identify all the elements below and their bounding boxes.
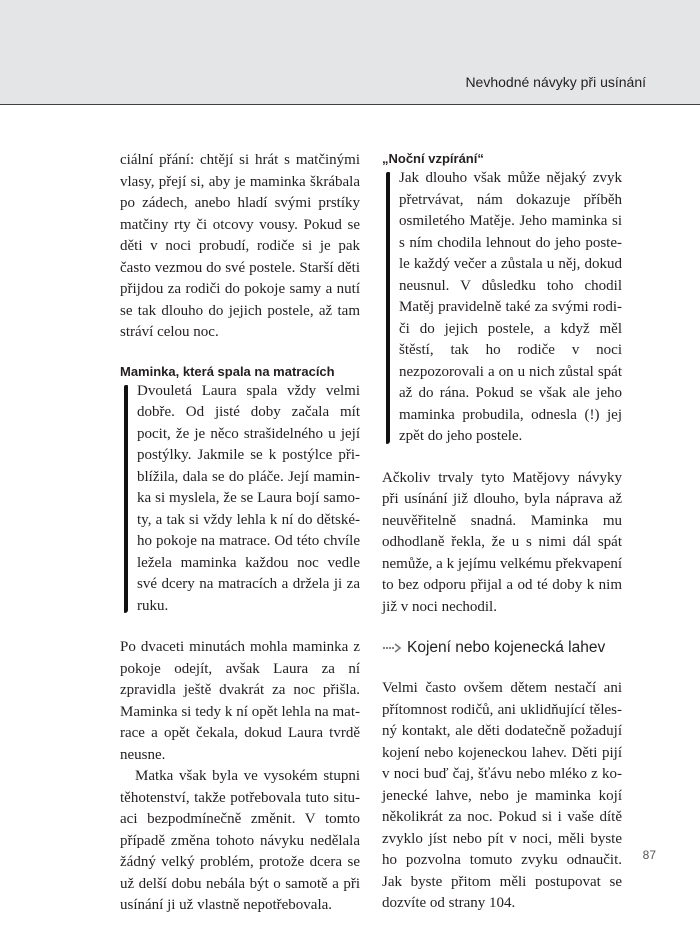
paragraph: Matka však byla ve vysokém stupni těhotenství, takže potřebovala tuto situaci bezpodmínečně změnit. V tomto případě změna tohoto návyku nedělala žádný velký problém, protože dcera se už delší dobu nebála být o samotě a při usínání ji už vlastně nepotřebovala.	[120, 768, 360, 913]
paragraph: Ačkoliv trvaly tyto Matějovy návyky při usínání již dlouho, byla náprava až neuvěřitelně snadná. Maminka mu odhodlaně řekla, že u s nimi dál spát nemůže, a k jejímu velkému překvapení to bez odporu přijal a od té doby k nim již v noci nechodil.	[382, 469, 622, 615]
intro-paragraph: ciální přání: chtějí si hrát s matčinými vlasy, přejí si, aby je maminka škrábala po zádech, anebo hladí svými prstíky matčiny rty či otcovy vousy. Pokud se děti v noci probudí, rodiče si je pak často vezmou do své postele. Starší děti přijdou za rodiči do pokoje samy a nutí se tak dlouho do jejich postele, až tam stráví celou noc.	[120, 152, 360, 340]
section-heading-text: Kojení nebo kojenecká lahev	[407, 639, 606, 656]
running-head-title: Nevhodné návyky při usínání	[465, 74, 646, 90]
case-box-matej	[382, 168, 622, 448]
case-text-matej: Jak dlouho však může nějaký zvyk přetrvávat, nám dokazuje příběh osmiletého Matěje. Jeho maminka si s ním chodila lehnout do jeho postele každý večer a zůstala u něj, dokud neusnul. V důsledku toho chodil Matěj pravidelně také za svými rodiči do jejich postele, a když měl štěstí, tak ho rodiče v noci nezpozorovali a on u nich zůstal spát až do rána. Pokud se však ale jeho maminka probudila, odnesla (!) jej zpět do jeho postele.	[399, 170, 622, 444]
section-heading	[382, 637, 622, 659]
case-heading-laura: Maminka, která spala na matracích	[120, 363, 335, 379]
case-text-laura: Dvouletá Laura spala vždy velmi dobře. Od jisté doby začala mít pocit, že je něco strašidelného u její postýlky. Jakmile se k postýlce přiblížila, dala se do pláče. Její maminka si myslela, že se Laura bojí samoty, a tak si vždy lehla k ní do dětského pokoje na matrace. Od této chvíle ležela maminka každou noc vedle své dcery na matracích a držela ji za ruku.	[137, 382, 360, 614]
paragraph: Velmi často ovšem dětem nestačí ani přítomnost rodičů, ani uklidňující tělesný kontakt, ale děti dodatečně požadují kojení nebo kojeneckou lahev. Děti pijí v noci buď čaj, šťávu nebo mléko z kojenecké lahve, nebo je maminka kojí několikrát za noc. Pokud si i vaše dítě zvyklo jíst nebo pít v noci, měli byste ho pozvolna tomuto zvyku odnaučit. Jak byste přitom měli postupovat se dozvíte od strany 104.	[382, 680, 622, 911]
left-column	[120, 150, 360, 917]
header-band	[0, 0, 700, 105]
case-heading-matej: „Noční vzpírání“	[382, 151, 484, 166]
dotted-arrow-icon	[382, 642, 402, 654]
paragraph: Po dvaceti minutách mohla maminka z pokoje odejít, avšak Laura za ní zpravidla ještě dvakrát za noc přišla. Maminka si tedy k ní opět lehla na matrace a opět čekala, dokud Laura tvrdě neusne.	[120, 639, 360, 763]
page-number: 87	[642, 848, 656, 862]
case-box-laura	[120, 381, 360, 618]
right-column	[382, 150, 622, 915]
